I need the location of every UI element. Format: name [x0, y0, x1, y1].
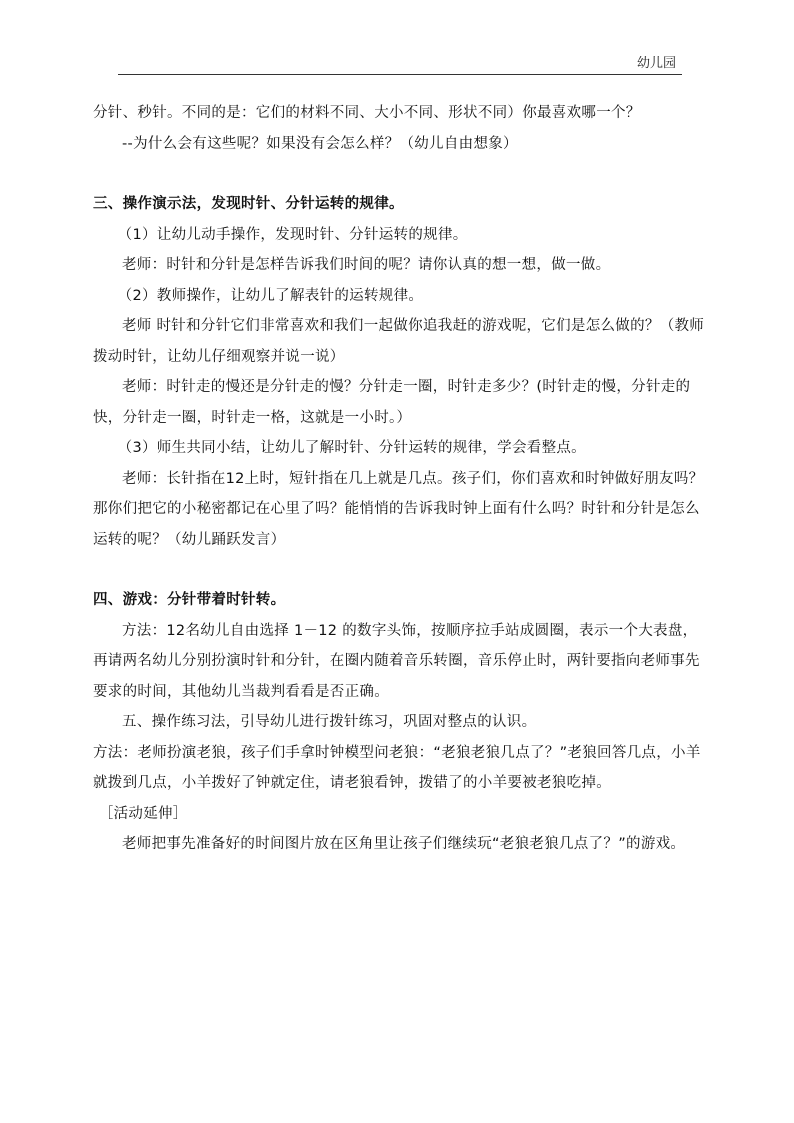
paragraph-2: --为什么会有这些呢？如果没有会怎么样？（幼儿自由想象） — [122, 135, 518, 152]
header-rule — [118, 74, 682, 75]
paragraph-12: 方法：老师扮演老狼，孩子们手拿时钟模型问老狼：“老狼老狼几点了？”老狼回答几点，小羊就拨到几点，小羊拨好了钟就定住，请老狼看钟，拨错了的小羊要被老狼吃掉。 — [93, 744, 701, 791]
document-body — [93, 98, 705, 860]
blank-line — [93, 159, 705, 189]
paragraph-9: 老师：长针指在12上时，短针指在几上就是几点。孩子们，你们喜欢和时钟做好朋友吗？那你们把它的小秘密都记在心里了吗？能悄悄的告诉我时钟上面有什么吗？时针和分针是怎么运转的呢？（幼儿踊跃发言） — [93, 470, 704, 548]
section-heading-4: 四、游戏：分针带着时针转。 — [93, 592, 286, 608]
paragraph-4: 老师：时针和分针是怎样告诉我们时间的呢？请你认真的想一想，做一做。 — [122, 257, 611, 273]
paragraph-13: ［活动延伸］ — [98, 805, 188, 822]
section-heading-3: 三、操作演示法，发现时针、分针运转的规律。 — [93, 196, 404, 212]
paragraph-5: （2）教师操作，让幼儿了解表针的运转规律。 — [117, 287, 424, 304]
paragraph-14: 老师把事先准备好的时间图片放在区角里让孩子们继续玩“老狼老狼几点了？”的游戏。 — [122, 836, 686, 852]
paragraph-6: 老师 时针和分针它们非常喜欢和我们一起做你追我赶的游戏呢，它们是怎么做的？（教师拨动时针，让幼儿仔细观察并说一说） — [93, 318, 705, 365]
paragraph-3: （1）让幼儿动手操作，发现时针、分针运转的规律。 — [117, 226, 468, 243]
paragraph-1: 分针、秒针。不同的是：它们的材料不同、大小不同、形状不同）你最喜欢哪一个？ — [93, 105, 641, 121]
header-label: 幼儿园 — [636, 56, 676, 71]
blank-line — [93, 555, 705, 585]
paragraph-10: 方法：12名幼儿自由选择 1－12 的数字头饰，按顺序拉手站成圆圈，表示一个大表盘，再请两名幼儿分别扮演时针和分针，在圈内随着音乐转圈，音乐停止时，两针要指向老师事先要求的时间，其他幼儿当裁判看看是否正确。 — [93, 622, 700, 700]
paragraph-8: （3）师生共同小结，让幼儿了解时针、分针运转的规律，学会看整点。 — [117, 440, 586, 456]
paragraph-11: 五、操作练习法，引导幼儿进行拨针练习，巩固对整点的认识。 — [122, 714, 537, 730]
paragraph-7: 老师：时针走的慢还是分针走的慢？分针走一圈，时针走多少？(时针走的慢，分针走的快，分针走一圈，时针走一格，这就是一小时。） — [93, 379, 691, 426]
